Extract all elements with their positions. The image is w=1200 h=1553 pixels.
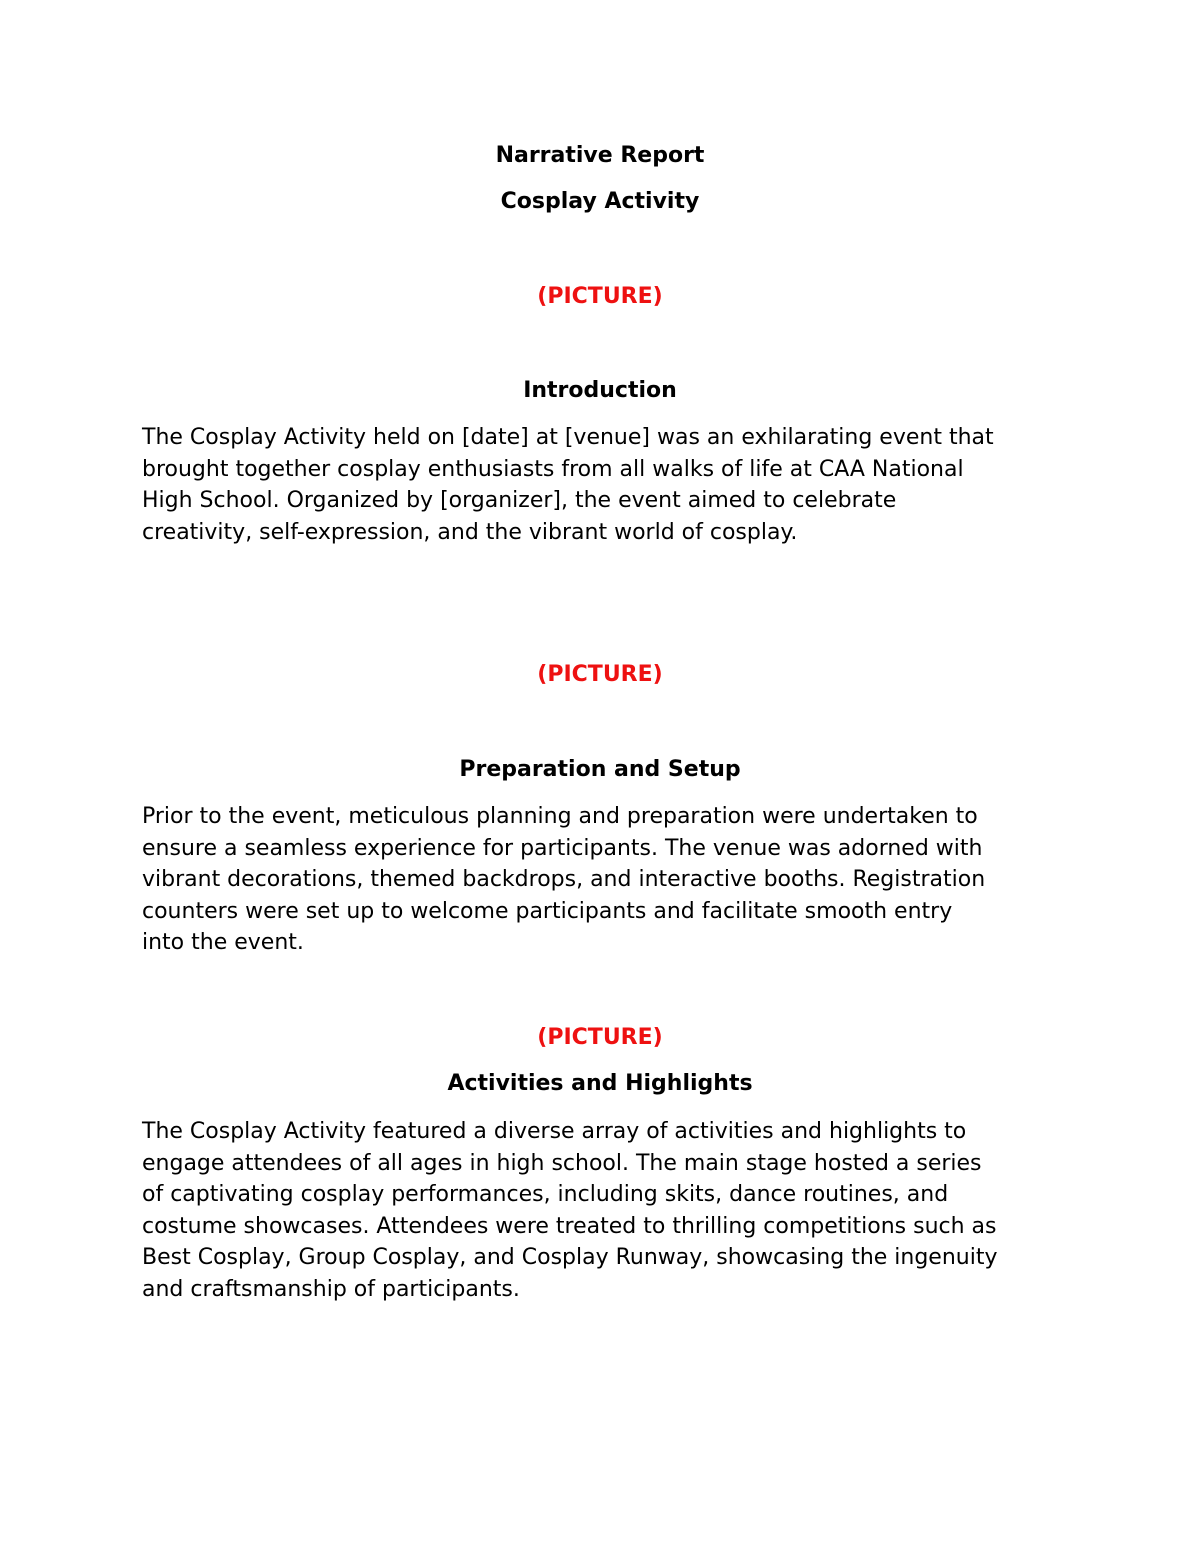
paragraph-line: The Cosplay Activity held on [date] at [venue] was an exhilarating event that: [142, 425, 994, 450]
activities-heading: Activities and Highlights: [447, 1071, 753, 1096]
preparation-paragraph: [142, 801, 1072, 959]
activities-paragraph: [142, 1116, 1072, 1305]
picture-placeholder-3: (PICTURE): [537, 1025, 663, 1050]
paragraph-line: Best Cosplay, Group Cosplay, and Cosplay Runway, showcasing the ingenuity: [142, 1245, 998, 1270]
paragraph-line: of captivating cosplay performances, including skits, dance routines, and: [142, 1182, 949, 1207]
paragraph-line: costume showcases. Attendees were treated to thrilling competitions such as: [142, 1213, 997, 1239]
paragraph-line: counters were set up to welcome participants and facilitate smooth entry: [142, 898, 953, 924]
paragraph-line: The Cosplay Activity featured a diverse array of activities and highlights to: [142, 1119, 967, 1144]
introduction-paragraph: [142, 422, 1072, 548]
introduction-heading: Introduction: [523, 378, 677, 403]
paragraph-line: brought together cosplay enthusiasts from all walks of life at CAA National: [142, 456, 964, 482]
paragraph-line: ensure a seamless experience for participants. The venue was adorned with: [142, 835, 983, 861]
document-title: Narrative Report: [495, 143, 705, 168]
paragraph-line: into the event.: [142, 930, 304, 955]
paragraph-line: creativity, self-expression, and the vibrant world of cosplay.: [142, 519, 798, 545]
picture-placeholder-1: (PICTURE): [537, 284, 663, 309]
paragraph-line: and craftsmanship of participants.: [142, 1276, 520, 1302]
preparation-heading: Preparation and Setup: [459, 757, 741, 782]
picture-placeholder-2: (PICTURE): [537, 662, 663, 687]
paragraph-line: Prior to the event, meticulous planning and preparation were undertaken to: [142, 804, 978, 829]
paragraph-line: engage attendees of all ages in high school. The main stage hosted a series: [142, 1150, 982, 1176]
document-subtitle: Cosplay Activity: [500, 189, 700, 214]
paragraph-line: High School. Organized by [organizer], the event aimed to celebrate: [142, 488, 897, 513]
paragraph-line: vibrant decorations, themed backdrops, and interactive booths. Registration: [142, 867, 986, 892]
